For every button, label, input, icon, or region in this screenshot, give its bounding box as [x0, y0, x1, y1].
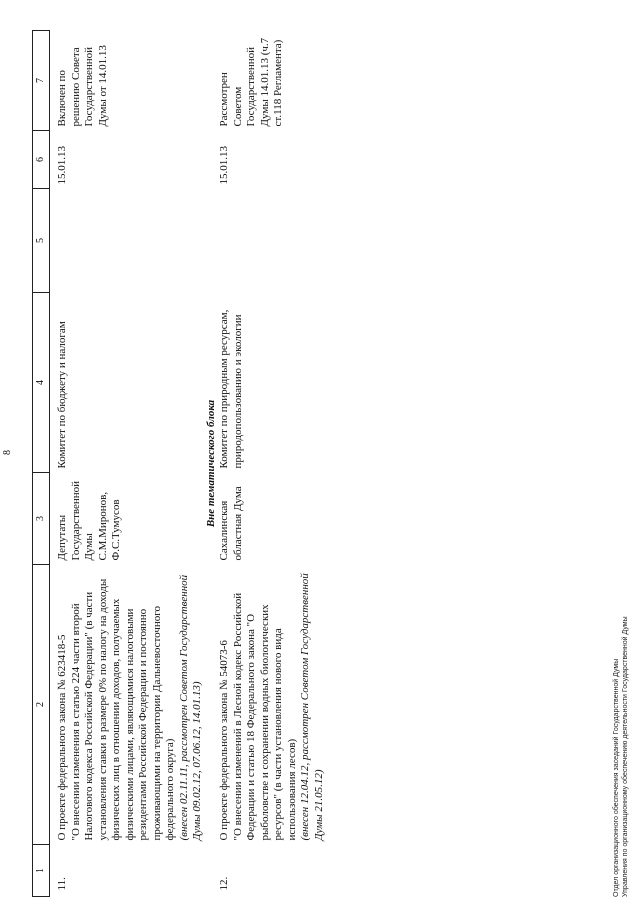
- agenda-table: [32, 30, 326, 897]
- table-row: [218, 31, 326, 897]
- footer: [612, 616, 630, 897]
- bill-text: "О внесении изменений в Лесной кодекс Российской Федерации и статью 18 Федерального закона "О рыболовстве и сохранении водных биологических ресурсов" (в части установления нового вида использования лесов): [231, 592, 298, 841]
- bill-description: [56, 565, 205, 845]
- bill-note: (внесен 02.11.11, рассмотрен Советом Государственной Думы 09.02.12, 07.06.12, 14.01.13): [177, 574, 203, 841]
- column-header-row: [33, 31, 50, 897]
- column-header-6: 6: [33, 131, 50, 189]
- bill-col5: [218, 189, 326, 293]
- bill-note: (внесен 12.04.12, рассмотрен Советом Государственной Думы 21.05.12): [299, 573, 325, 841]
- column-header-7: 7: [33, 31, 50, 131]
- table-row: [56, 31, 205, 897]
- bill-date: 15.01.13: [218, 146, 230, 185]
- column-header-3: 3: [33, 473, 50, 565]
- footer-line-2: Управления по организационному обеспечению деятельности Государственной Думы: [622, 616, 629, 897]
- column-header-1: 1: [33, 845, 50, 897]
- column-header-5: 5: [33, 189, 50, 293]
- row-number: 12.: [218, 876, 230, 891]
- bill-status: Рассмотрен Советом Государственной Думы 14.01.13 (ч.7 ст.118 Регламента): [218, 37, 284, 127]
- column-header-2: 2: [33, 565, 50, 845]
- bill-initiator: Сахалинская областная Дума: [218, 486, 244, 561]
- bill-initiator: Депутаты Государственной Думы С.М.Миронов, Ф.С.Тумусов: [56, 480, 122, 561]
- bill-status: Включен по решению Совета Государственной Думы от 14.01.13: [56, 45, 109, 127]
- bill-title: О проекте федерального закона № 623418-5: [56, 634, 68, 841]
- column-header-4: 4: [33, 293, 50, 473]
- page-number: 8: [2, 450, 13, 455]
- block-title: Вне тематического блока: [204, 399, 217, 528]
- bill-committee: Комитет по бюджету и налогам: [56, 321, 68, 469]
- bill-text: "О внесении изменения в статью 224 части второй Налогового кодекса Российской Федерации" (в части установления ставки в размере 0% по налогу на доходы физических лиц в отношении доходов, получаемых физическими лицами, являющимися налоговыми резидентами Российской Федерации и постоянно проживающими на территории Дальневосточного федерального округа): [69, 578, 176, 841]
- bill-col5: [56, 189, 205, 293]
- footer-line-1: Отдел организационного обеспечения заседаний Государственной Думы: [613, 658, 620, 897]
- row-number: 11.: [56, 877, 68, 891]
- bill-date: 15.01.13: [56, 146, 68, 185]
- bill-title: О проекте федерального закона № 54073-6: [218, 640, 230, 841]
- bill-description: [218, 565, 326, 845]
- bill-committee: Комитет по природным ресурсам, природопользованию и экологии: [218, 309, 244, 469]
